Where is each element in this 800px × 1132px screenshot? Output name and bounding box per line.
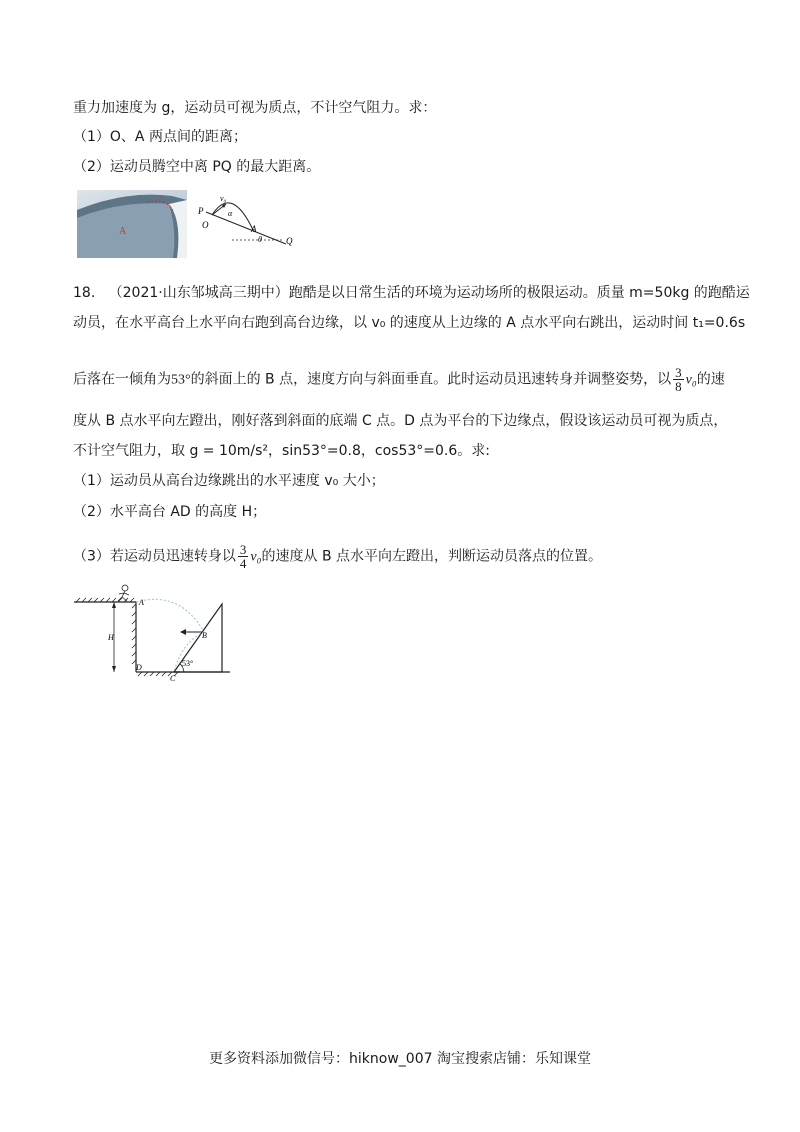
frac-den: 8 [675,379,682,394]
fraction-3-4 [238,543,249,570]
label-v0: v₀ [220,194,227,203]
q17-diagram [198,192,298,252]
q18-line-2: 动员，在水平高台上水平向右跑到高台边缘，以 v₀ 的速度从上边缘的 A 点水平向右跳出，运动时间 t₁=0.6s [73,315,746,331]
label-theta: θ [258,235,262,244]
fraction-3-8 [673,366,684,393]
q18-part-1: （1）运动员从高台边缘跳出的水平速度 v₀ 大小； [73,473,385,489]
label-a: A [139,598,144,607]
label-alpha: α [228,209,233,218]
q17-part-2: （2）运动员腾空中离 PQ 的最大距离。 [73,159,321,175]
runner-head-icon [122,585,128,591]
q18-part-3a: （3）若运动员迅速转身以 [73,548,236,565]
label-h: H [108,633,114,642]
q18-line-1 [73,283,750,303]
q18-line-1-text: 跑酷是以日常生活的环境为运动场所的极限运动。质量 m=50kg 的跑酷运 [288,285,750,301]
label-o: O [202,220,209,230]
label-c: C [170,674,176,683]
runner-body-icon [118,591,129,601]
ski-slope-photo [77,190,187,258]
frac-var: v₀ [685,372,697,388]
q18-line-5: 不计空气阻力，取 g = 10m/s²，sin53°=0.8，cos53°=0.6。求: [73,443,490,459]
q18-part-3 [73,543,602,570]
photo-label-a: A [119,226,127,237]
label-q: Q [286,236,293,246]
angle-53: 53° [171,372,191,388]
label-a: A [251,224,257,234]
edge-hatch [132,604,136,664]
height-arrow-top-icon [112,602,116,608]
question-source: （2021·山东邹城高三期中） [108,285,289,301]
q18-diagram [70,580,240,684]
q18-line-4: 度从 B 点水平向左蹬出，刚好落到斜面的底端 C 点。D 点为平台的下边缘点，假设该运动员可视为质点， [73,413,728,429]
label-d: D [136,663,142,672]
question-number: 18. [73,285,96,301]
ski-slope-photo-art [77,190,187,258]
frac-num: 3 [675,365,682,380]
q18-line-3 [73,366,725,393]
height-arrow-bottom-icon [112,666,116,672]
label-angle: 53° [182,659,194,668]
q17-intro: 重力加速度为 g，运动员可视为质点，不计空气阻力。求： [73,100,437,116]
q18-part-3b: 的速度从 B 点水平向左蹬出，判断运动员落点的位置。 [261,548,603,565]
label-b: B [202,631,207,640]
q18-line-3c: 的速 [696,371,725,388]
frac-var: v₀ [250,549,262,565]
page-footer: 更多资料添加微信号：hiknow_007 淘宝搜索店铺：乐知课堂 [209,1051,591,1067]
frac-num: 3 [239,542,247,557]
q17-part-1: （1）O、A 两点间的距离； [73,129,247,145]
q18-line-3b: 的斜面上的 B 点，速度方向与斜面垂直。此时运动员迅速转身并调整姿势，以 [190,371,672,388]
label-p: P [198,206,204,216]
velocity-arrowhead-icon [180,629,186,635]
frac-den: 4 [239,556,247,571]
q18-line-3a: 后落在一倾角为 [73,371,171,388]
trajectory-a-to-b [136,599,204,632]
q18-part-2: （2）水平高台 AD 的高度 H； [73,504,267,520]
